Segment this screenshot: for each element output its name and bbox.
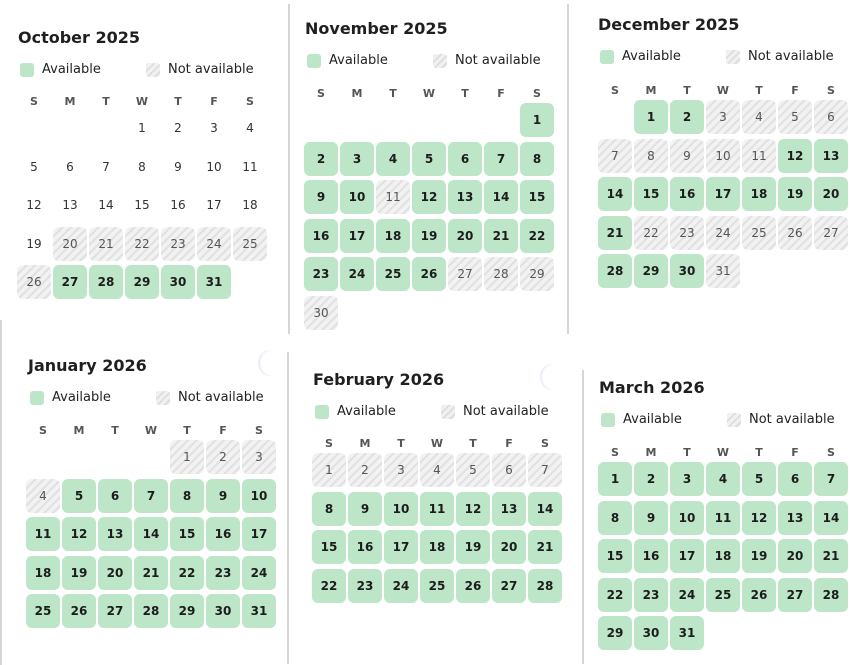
day-cell-unavailable: 31 — [706, 254, 740, 288]
decorative-shape — [540, 364, 562, 390]
day-cell-available[interactable]: 22 — [170, 556, 204, 590]
day-cell-available[interactable]: 28 — [528, 569, 562, 603]
day-cell-available[interactable]: 16 — [304, 219, 338, 253]
day-cell-available[interactable]: 5 — [62, 479, 96, 513]
available-swatch-icon — [307, 54, 321, 68]
weekday-header: T — [174, 95, 182, 108]
day-cell-available[interactable]: 17 — [670, 539, 704, 573]
legend-not-available — [441, 404, 549, 419]
weekday-header: S — [30, 95, 38, 108]
day-cell-plain: 5 — [30, 159, 38, 174]
not-available-swatch-icon — [727, 413, 741, 427]
available-swatch-icon — [600, 50, 614, 64]
day-cell-available[interactable]: 7 — [484, 142, 518, 176]
day-cell-unavailable: 24 — [706, 216, 740, 250]
day-cell-available[interactable]: 23 — [304, 257, 338, 291]
day-cell-available[interactable]: 23 — [348, 569, 382, 603]
day-cell-plain: 8 — [138, 159, 146, 174]
day-cell-available[interactable]: 10 — [670, 501, 704, 535]
day-cell-unavailable: 26 — [778, 216, 812, 250]
day-cell-unavailable: 26 — [17, 265, 51, 299]
day-cell-available[interactable]: 16 — [670, 177, 704, 211]
day-cell-available[interactable]: 24 — [242, 556, 276, 590]
weekday-header: W — [716, 446, 730, 459]
day-cell-available[interactable]: 18 — [706, 539, 740, 573]
day-cell-available[interactable]: 12 — [742, 501, 776, 535]
day-cell-unavailable: 9 — [670, 139, 704, 173]
weekday-header: S — [317, 87, 325, 100]
day-cell-available[interactable]: 19 — [412, 219, 446, 253]
day-cell-available[interactable]: 29 — [170, 594, 204, 628]
day-cell-available[interactable]: 27 — [98, 594, 132, 628]
divider — [288, 4, 290, 334]
divider — [582, 370, 584, 664]
divider — [567, 4, 569, 334]
day-cell-available[interactable]: 15 — [520, 180, 554, 214]
weekday-header: T — [469, 437, 477, 450]
day-cell-unavailable: 4 — [420, 453, 454, 487]
day-cell-available[interactable]: 13 — [778, 501, 812, 535]
day-cell-available[interactable]: 23 — [634, 578, 668, 612]
day-cell-available[interactable]: 16 — [634, 539, 668, 573]
day-cell-unavailable: 10 — [706, 139, 740, 173]
day-cell-available[interactable]: 28 — [814, 578, 848, 612]
weekday-header: T — [389, 87, 397, 100]
day-cell-available[interactable]: 27 — [492, 569, 526, 603]
day-cell-unavailable: 1 — [312, 453, 346, 487]
day-cell-available[interactable]: 24 — [340, 257, 374, 291]
legend-not-available-label: Not available — [463, 404, 549, 419]
day-cell-unavailable: 6 — [814, 100, 848, 134]
divider — [0, 320, 2, 665]
day-cell-available[interactable]: 17 — [384, 530, 418, 564]
day-cell-available[interactable]: 12 — [412, 180, 446, 214]
day-cell-available[interactable]: 12 — [778, 139, 812, 173]
day-cell-plain: 18 — [242, 198, 258, 212]
day-cell-available[interactable]: 23 — [206, 556, 240, 590]
month-title: March 2026 — [599, 378, 705, 397]
weekday-header: T — [755, 446, 763, 459]
day-cell-available[interactable]: 20 — [98, 556, 132, 590]
day-cell-available[interactable]: 26 — [412, 257, 446, 291]
weekday-header: T — [683, 84, 691, 97]
weekday-header: F — [497, 87, 505, 100]
not-available-swatch-icon — [433, 54, 447, 68]
day-cell-available[interactable]: 9 — [348, 492, 382, 526]
day-cell-available[interactable]: 19 — [742, 539, 776, 573]
not-available-swatch-icon — [156, 391, 170, 405]
day-cell-available[interactable]: 9 — [304, 180, 338, 214]
day-cell-available[interactable]: 18 — [742, 177, 776, 211]
day-cell-available[interactable]: 11 — [706, 501, 740, 535]
available-swatch-icon — [30, 391, 44, 405]
day-cell-unavailable: 21 — [89, 227, 123, 261]
day-cell-unavailable: 25 — [233, 227, 267, 261]
weekday-header: S — [255, 424, 263, 437]
weekday-header: T — [683, 446, 691, 459]
day-cell-plain: 1 — [138, 121, 146, 135]
day-cell-available[interactable]: 28 — [598, 254, 632, 288]
weekday-header: F — [210, 95, 218, 108]
not-available-swatch-icon — [146, 63, 160, 77]
day-cell-available[interactable]: 7 — [814, 462, 848, 496]
day-cell-unavailable: 28 — [484, 257, 518, 291]
day-cell-available[interactable]: 20 — [814, 177, 848, 211]
day-cell-available[interactable]: 6 — [778, 462, 812, 496]
day-cell-plain: 15 — [134, 198, 150, 212]
weekday-header: M — [645, 446, 657, 459]
weekday-header: W — [430, 437, 444, 450]
day-cell-available[interactable]: 21 — [484, 219, 518, 253]
legend-not-available-label: Not available — [168, 62, 254, 77]
day-cell-unavailable: 3 — [242, 440, 276, 474]
legend-not-available-label: Not available — [748, 49, 834, 64]
day-cell-plain: 13 — [62, 198, 78, 212]
day-cell-unavailable: 29 — [520, 257, 554, 291]
weekday-header: T — [755, 84, 763, 97]
weekday-header: W — [422, 87, 436, 100]
day-cell-available[interactable]: 8 — [598, 501, 632, 535]
weekday-header: S — [611, 84, 619, 97]
legend-not-available — [433, 53, 541, 68]
day-cell-plain: 7 — [102, 159, 110, 174]
legend-available-label: Available — [42, 62, 101, 77]
day-cell-available[interactable]: 20 — [448, 219, 482, 253]
weekday-header: S — [611, 446, 619, 459]
legend-available-label: Available — [337, 404, 396, 419]
day-cell-unavailable: 11 — [376, 180, 410, 214]
available-swatch-icon — [315, 405, 329, 419]
day-cell-available[interactable]: 9 — [634, 501, 668, 535]
day-cell-available[interactable]: 19 — [778, 177, 812, 211]
day-cell-available[interactable]: 12 — [62, 517, 96, 551]
day-cell-unavailable: 1 — [170, 440, 204, 474]
legend-not-available-label: Not available — [178, 390, 264, 405]
day-cell-available[interactable]: 28 — [89, 265, 123, 299]
day-cell-available[interactable]: 13 — [448, 180, 482, 214]
day-cell-available[interactable]: 8 — [170, 479, 204, 513]
day-cell-unavailable: 5 — [778, 100, 812, 134]
day-cell-available[interactable]: 30 — [161, 265, 195, 299]
day-cell-unavailable: 4 — [26, 479, 60, 513]
day-cell-plain: 2 — [174, 121, 182, 135]
weekday-header: W — [716, 84, 730, 97]
day-cell-available[interactable]: 14 — [598, 177, 632, 211]
day-cell-available[interactable]: 6 — [448, 142, 482, 176]
day-cell-unavailable: 11 — [742, 139, 776, 173]
day-cell-available[interactable]: 24 — [384, 569, 418, 603]
day-cell-plain: 14 — [98, 198, 114, 212]
month-title: November 2025 — [305, 19, 448, 38]
day-cell-available[interactable]: 14 — [134, 517, 168, 551]
month-title: January 2026 — [28, 356, 147, 375]
day-cell-available[interactable]: 5 — [412, 142, 446, 176]
day-cell-available[interactable]: 19 — [456, 530, 490, 564]
day-cell-unavailable: 7 — [528, 453, 562, 487]
day-cell-available[interactable]: 3 — [670, 462, 704, 496]
day-cell-unavailable: 4 — [742, 100, 776, 134]
divider — [287, 352, 289, 664]
day-cell-available[interactable]: 11 — [26, 517, 60, 551]
day-cell-plain: 6 — [66, 159, 74, 174]
day-cell-available[interactable]: 21 — [598, 216, 632, 250]
day-cell-available[interactable]: 15 — [170, 517, 204, 551]
day-cell-available[interactable]: 31 — [242, 594, 276, 628]
weekday-header: F — [505, 437, 513, 450]
day-cell-available[interactable]: 15 — [634, 177, 668, 211]
weekday-header: S — [533, 87, 541, 100]
day-cell-available[interactable]: 10 — [242, 479, 276, 513]
weekday-header: S — [541, 437, 549, 450]
day-cell-available[interactable]: 15 — [598, 539, 632, 573]
day-cell-unavailable: 7 — [598, 139, 632, 173]
day-cell-available[interactable]: 8 — [312, 492, 346, 526]
weekday-header: M — [73, 424, 85, 437]
day-cell-unavailable: 3 — [384, 453, 418, 487]
day-cell-available[interactable]: 25 — [376, 257, 410, 291]
day-cell-unavailable: 30 — [304, 296, 338, 330]
day-cell-available[interactable]: 13 — [814, 139, 848, 173]
weekday-header: T — [183, 424, 191, 437]
day-cell-available[interactable]: 21 — [134, 556, 168, 590]
day-cell-available[interactable]: 3 — [340, 142, 374, 176]
day-cell-unavailable: 6 — [492, 453, 526, 487]
day-cell-available[interactable]: 27 — [778, 578, 812, 612]
weekday-header: T — [102, 95, 110, 108]
weekday-header: M — [359, 437, 371, 450]
day-cell-available[interactable]: 10 — [384, 492, 418, 526]
available-swatch-icon — [20, 63, 34, 77]
legend-not-available-label: Not available — [455, 53, 541, 68]
day-cell-available[interactable]: 28 — [134, 594, 168, 628]
available-swatch-icon — [601, 413, 615, 427]
day-cell-available[interactable]: 17 — [340, 219, 374, 253]
not-available-swatch-icon — [726, 50, 740, 64]
weekday-header: T — [397, 437, 405, 450]
day-cell-available[interactable]: 17 — [706, 177, 740, 211]
day-cell-unavailable: 23 — [161, 227, 195, 261]
day-cell-unavailable: 20 — [53, 227, 87, 261]
day-cell-available[interactable]: 30 — [670, 254, 704, 288]
day-cell-plain: 4 — [246, 121, 254, 135]
day-cell-available[interactable]: 22 — [312, 569, 346, 603]
day-cell-available[interactable]: 1 — [634, 100, 668, 134]
day-cell-available[interactable]: 25 — [420, 569, 454, 603]
legend-not-available — [146, 62, 254, 77]
legend-available — [600, 49, 681, 64]
day-cell-available[interactable]: 31 — [670, 616, 704, 650]
weekday-header: S — [246, 95, 254, 108]
legend-available — [315, 404, 396, 419]
legend-available — [601, 412, 682, 427]
day-cell-available[interactable]: 18 — [376, 219, 410, 253]
weekday-header: W — [144, 424, 158, 437]
day-cell-available[interactable]: 16 — [348, 530, 382, 564]
weekday-header: M — [645, 84, 657, 97]
day-cell-available[interactable]: 27 — [53, 265, 87, 299]
day-cell-available[interactable]: 31 — [197, 265, 231, 299]
weekday-header: W — [135, 95, 149, 108]
day-cell-plain: 17 — [206, 198, 222, 212]
legend-available-label: Available — [622, 49, 681, 64]
day-cell-available[interactable]: 24 — [670, 578, 704, 612]
day-cell-available[interactable]: 9 — [206, 479, 240, 513]
legend-not-available-label: Not available — [749, 412, 835, 427]
day-cell-unavailable: 3 — [706, 100, 740, 134]
day-cell-unavailable: 8 — [634, 139, 668, 173]
day-cell-available[interactable]: 25 — [706, 578, 740, 612]
day-cell-unavailable: 27 — [814, 216, 848, 250]
legend-not-available — [156, 390, 264, 405]
day-cell-available[interactable]: 22 — [598, 578, 632, 612]
legend-available-label: Available — [329, 53, 388, 68]
weekday-header: M — [351, 87, 363, 100]
day-cell-unavailable: 25 — [742, 216, 776, 250]
legend-available-label: Available — [52, 390, 111, 405]
day-cell-unavailable: 23 — [670, 216, 704, 250]
day-cell-plain: 11 — [242, 159, 258, 174]
day-cell-plain: 3 — [210, 121, 218, 135]
day-cell-available[interactable]: 25 — [26, 594, 60, 628]
day-cell-available[interactable]: 26 — [456, 569, 490, 603]
day-cell-available[interactable]: 5 — [742, 462, 776, 496]
weekday-header: M — [64, 95, 76, 108]
weekday-header: F — [219, 424, 227, 437]
day-cell-unavailable: 5 — [456, 453, 490, 487]
day-cell-available[interactable]: 2 — [670, 100, 704, 134]
day-cell-available[interactable]: 15 — [312, 530, 346, 564]
day-cell-unavailable: 22 — [634, 216, 668, 250]
legend-not-available — [727, 412, 835, 427]
legend-available-label: Available — [623, 412, 682, 427]
day-cell-available[interactable]: 18 — [420, 530, 454, 564]
day-cell-available[interactable]: 13 — [98, 517, 132, 551]
weekday-header: S — [39, 424, 47, 437]
day-cell-available[interactable]: 16 — [206, 517, 240, 551]
day-cell-available[interactable]: 21 — [528, 530, 562, 564]
day-cell-available[interactable]: 29 — [634, 254, 668, 288]
day-cell-plain: 16 — [170, 198, 186, 212]
day-cell-available[interactable]: 22 — [520, 219, 554, 253]
day-cell-available[interactable]: 30 — [634, 616, 668, 650]
day-cell-available[interactable]: 29 — [125, 265, 159, 299]
day-cell-unavailable: 2 — [348, 453, 382, 487]
day-cell-available[interactable]: 6 — [98, 479, 132, 513]
day-cell-available[interactable]: 26 — [62, 594, 96, 628]
day-cell-available[interactable]: 4 — [706, 462, 740, 496]
day-cell-available[interactable]: 19 — [62, 556, 96, 590]
weekday-header: S — [827, 446, 835, 459]
day-cell-available[interactable]: 1 — [598, 462, 632, 496]
day-cell-plain: 12 — [26, 198, 42, 212]
day-cell-unavailable: 22 — [125, 227, 159, 261]
month-title: December 2025 — [598, 15, 740, 34]
day-cell-available[interactable]: 14 — [814, 501, 848, 535]
day-cell-available[interactable]: 17 — [242, 517, 276, 551]
weekday-header: S — [325, 437, 333, 450]
day-cell-unavailable: 27 — [448, 257, 482, 291]
day-cell-available[interactable]: 21 — [814, 539, 848, 573]
day-cell-available[interactable]: 1 — [520, 103, 554, 137]
day-cell-available[interactable]: 30 — [206, 594, 240, 628]
day-cell-available[interactable]: 20 — [778, 539, 812, 573]
day-cell-available[interactable]: 2 — [634, 462, 668, 496]
day-cell-available[interactable]: 8 — [520, 142, 554, 176]
day-cell-available[interactable]: 12 — [456, 492, 490, 526]
weekday-header: T — [111, 424, 119, 437]
day-cell-available[interactable]: 2 — [304, 142, 338, 176]
legend-not-available — [726, 49, 834, 64]
legend-available — [307, 53, 388, 68]
day-cell-available[interactable]: 26 — [742, 578, 776, 612]
month-title: February 2026 — [313, 370, 445, 389]
day-cell-available[interactable]: 7 — [134, 479, 168, 513]
month-title: October 2025 — [18, 28, 141, 47]
not-available-swatch-icon — [441, 405, 455, 419]
day-cell-available[interactable]: 14 — [528, 492, 562, 526]
day-cell-plain: 19 — [26, 236, 42, 251]
day-cell-available[interactable]: 11 — [420, 492, 454, 526]
weekday-header: S — [827, 84, 835, 97]
day-cell-available[interactable]: 4 — [376, 142, 410, 176]
weekday-header: T — [461, 87, 469, 100]
day-cell-available[interactable]: 10 — [340, 180, 374, 214]
decorative-shape — [258, 350, 280, 376]
day-cell-available[interactable]: 14 — [484, 180, 518, 214]
weekday-header: F — [791, 446, 799, 459]
legend-available — [30, 390, 111, 405]
day-cell-unavailable: 2 — [206, 440, 240, 474]
day-cell-plain: 10 — [206, 159, 222, 174]
day-cell-unavailable: 24 — [197, 227, 231, 261]
day-cell-plain: 9 — [174, 159, 182, 174]
weekday-header: F — [791, 84, 799, 97]
day-cell-available[interactable]: 18 — [26, 556, 60, 590]
day-cell-available[interactable]: 29 — [598, 616, 632, 650]
day-cell-available[interactable]: 13 — [492, 492, 526, 526]
legend-available — [20, 62, 101, 77]
day-cell-available[interactable]: 20 — [492, 530, 526, 564]
